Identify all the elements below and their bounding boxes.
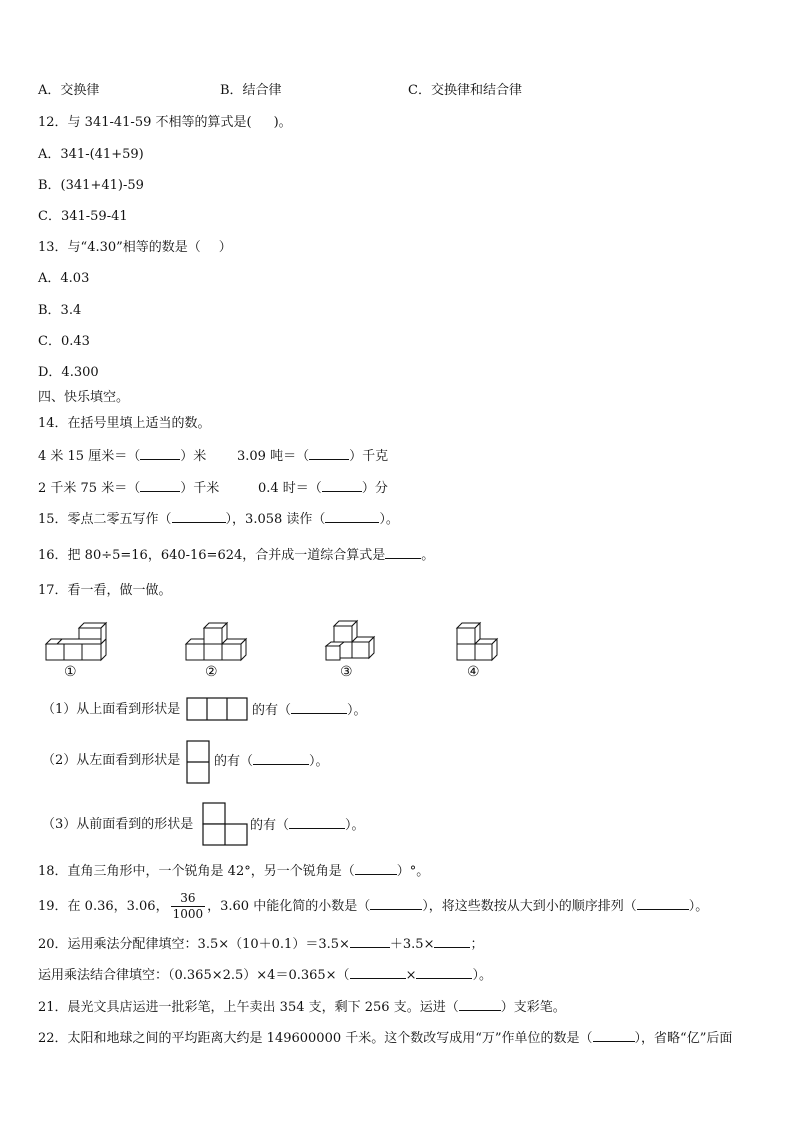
q21-text-2: ）支彩笔。 <box>500 1000 566 1015</box>
q19-fraction <box>171 891 206 922</box>
q18 <box>38 862 429 881</box>
q14-r2c2-post: ）分 <box>361 481 388 496</box>
q15-text-3: ）。 <box>379 512 399 527</box>
figure-label-3: ③ <box>340 664 353 680</box>
q20-blank-1[interactable] <box>350 935 390 948</box>
q20-blank-4[interactable] <box>416 966 472 979</box>
q14-r1c2-blank[interactable] <box>309 447 349 460</box>
q14-row2-item1 <box>38 479 219 498</box>
figure-label-2: ② <box>205 664 218 680</box>
q15-text-2: ），3.058 读作（ <box>225 512 326 527</box>
q14-r2c1-pre: 2 千米 75 米＝（ <box>38 481 141 496</box>
q14-r1c1-post: ）米 <box>180 449 207 464</box>
cube-figure-3 <box>322 618 378 664</box>
shape-l-form <box>202 802 248 846</box>
q19-blank-2[interactable] <box>637 897 689 910</box>
q22-blank[interactable] <box>593 1029 635 1042</box>
q17-sub1-blank[interactable] <box>291 701 347 714</box>
q16 <box>38 546 434 565</box>
q12-stem-pre: 12．与 341-41-59 不相等的算式是( <box>38 115 252 130</box>
q14-r1c2-pre: 3.09 吨＝（ <box>237 449 310 464</box>
q13-option-d: D．4.300 <box>38 365 99 380</box>
q20-blank-3[interactable] <box>350 966 406 979</box>
q13-option-c: C．0.43 <box>38 334 90 349</box>
shape-three-in-row <box>186 697 248 721</box>
q13-stem-post: ） <box>218 240 232 255</box>
q17-sub2-answer <box>214 752 329 771</box>
q15 <box>38 510 399 529</box>
q14-r1c2-post: ）千克 <box>349 449 389 464</box>
q16-text-1: 16．把 80÷5=16，640-16=624，合并成一道综合算式是 <box>38 548 386 563</box>
q19 <box>38 890 708 924</box>
q11-option-c: C．交换律和结合律 <box>408 83 522 98</box>
q13-option-b: B．3.4 <box>38 303 82 318</box>
q20-blank-2[interactable] <box>434 935 470 948</box>
q22-text-1: 22．太阳和地球之间的平均距离大约是 149600000 千米。这个数改写成用“万”作单位的数是（ <box>38 1031 593 1046</box>
q17-sub3-blank[interactable] <box>289 816 345 829</box>
q18-text-1: 18．直角三角形中，一个锐角是 42°，另一个锐角是（ <box>38 864 355 879</box>
q17-sub1-text: （1）从上面看到形状是 <box>42 702 181 717</box>
q16-blank[interactable] <box>385 546 421 559</box>
q19-text-1: 19．在 0.36，3.06， <box>38 899 169 914</box>
q12-option-a: A．341-(41+59) <box>38 147 144 162</box>
q16-text-2: 。 <box>421 548 435 563</box>
q15-blank-2[interactable] <box>325 510 379 523</box>
q17-sub1-post-2: ）。 <box>347 703 367 718</box>
q19-blank-1[interactable] <box>370 897 422 910</box>
q15-blank-1[interactable] <box>172 510 226 523</box>
shape-two-stacked <box>186 740 210 784</box>
q17-stem: 17．看一看，做一做。 <box>38 583 172 598</box>
q14-r1c1-blank[interactable] <box>140 447 180 460</box>
q21 <box>38 998 566 1017</box>
q14-row1-item1 <box>38 447 206 466</box>
q22 <box>38 1029 732 1048</box>
q14-r2c1-post: ）千米 <box>180 481 220 496</box>
q14-row1-item2 <box>237 447 388 466</box>
q17-sub3-post-1: 的有（ <box>250 818 290 833</box>
q17-sub3-answer <box>250 816 365 835</box>
cube-figure-4 <box>455 620 501 664</box>
q17-sub2-text: （2）从左面看到形状是 <box>42 753 181 768</box>
q20-text-1: 20．运用乘法分配律填空：3.5×（10＋0.1）＝3.5× <box>38 937 350 952</box>
q22-text-2: ），省略“亿”后面 <box>634 1031 733 1046</box>
q20-line2 <box>38 966 492 985</box>
q12-stem <box>38 114 292 132</box>
q14-r2c2-blank[interactable] <box>322 479 362 492</box>
q12-option-c: C．341-59-41 <box>38 209 128 224</box>
q17-sub2-post-2: ）。 <box>309 754 329 769</box>
q20-text-4: 运用乘法结合律填空：（0.365×2.5）×4＝0.365×（ <box>38 968 350 983</box>
q20-text-2: ＋3.5× <box>389 937 435 952</box>
q14-r2c2-pre: 0.4 时＝（ <box>258 481 322 496</box>
q13-stem <box>38 239 232 257</box>
q12-option-b: B．(341+41)-59 <box>38 178 144 193</box>
q20-text-3: ； <box>470 937 484 952</box>
q13-option-a: A．4.03 <box>38 271 90 286</box>
q21-blank[interactable] <box>459 998 501 1011</box>
q17-sub1-answer <box>252 701 367 720</box>
q17-sub1-post-1: 的有（ <box>252 703 292 718</box>
q17-sub3-post-2: ）。 <box>345 818 365 833</box>
q17-sub2-post-1: 的有（ <box>214 754 254 769</box>
cube-figure-2 <box>184 620 246 664</box>
cube-figure-1 <box>44 620 106 664</box>
q11-option-a: A．交换律 <box>38 83 100 98</box>
q14-row2-item2 <box>258 479 388 498</box>
fraction-denominator: 1000 <box>172 907 204 921</box>
q11-option-b: B．结合律 <box>220 83 282 98</box>
figure-label-4: ④ <box>467 664 480 680</box>
q18-text-2: ）°。 <box>396 864 430 879</box>
section-heading: 四、快乐填空。 <box>38 390 130 405</box>
fraction-numerator: 36 <box>171 891 206 907</box>
q14-r2c1-blank[interactable] <box>140 479 180 492</box>
q20-text-5: × <box>405 968 417 983</box>
q19-text-4: ）。 <box>688 899 709 914</box>
q21-text-1: 21．晨光文具店运进一批彩笔，上午卖出 354 支，剩下 256 支。运进（ <box>38 1000 459 1015</box>
q12-stem-post: )。 <box>273 115 292 130</box>
q18-blank[interactable] <box>355 862 397 875</box>
figure-label-1: ① <box>64 664 77 680</box>
q20-line1 <box>38 935 484 954</box>
q20-text-6: ）。 <box>472 968 492 983</box>
q17-sub3-text: （3）从前面看到的形状是 <box>42 817 194 832</box>
q19-text-3: ），将这些数按从大到小的顺序排列（ <box>422 899 637 914</box>
q19-text-2: ，3.60 中能化简的小数是（ <box>207 899 371 914</box>
q14-stem: 14．在括号里填上适当的数。 <box>38 416 211 431</box>
q17-sub2-blank[interactable] <box>253 752 309 765</box>
q15-text-1: 15．零点二零五写作（ <box>38 512 172 527</box>
q13-stem-pre: 13．与“4.30”相等的数是（ <box>38 240 201 255</box>
q14-r1c1-pre: 4 米 15 厘米＝（ <box>38 449 141 464</box>
